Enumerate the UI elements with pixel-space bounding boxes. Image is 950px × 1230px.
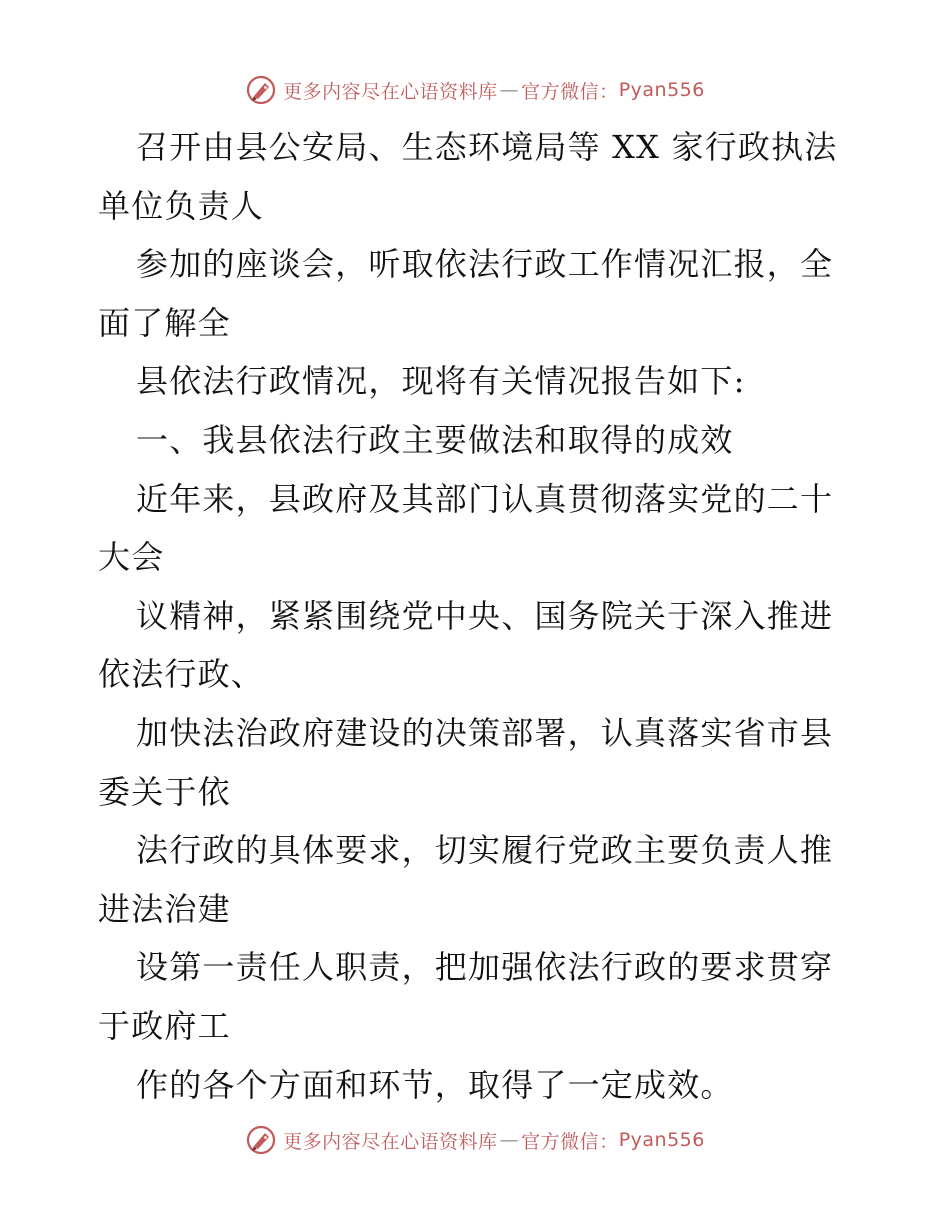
paragraph-line: 法行政的具体要求，切实履行党政主要负责人推 bbox=[136, 831, 834, 870]
banner-main-text: 更多内容尽在心语资料库 bbox=[283, 1130, 498, 1153]
paragraph-line: 于政府工 bbox=[98, 1006, 231, 1045]
pen-nib-icon bbox=[245, 1124, 277, 1156]
banner-wechat-label: 官方微信： bbox=[521, 1130, 619, 1153]
paragraph-line: 加快法治政府建设的决策部署，认真落实省市县 bbox=[136, 713, 834, 752]
paragraph-line: 议精神，紧紧围绕党中央、国务院关于深入推进 bbox=[136, 596, 834, 635]
banner-wechat-id: Pyan556 bbox=[618, 1129, 705, 1151]
paragraph-line: 作的各个方面和环节，取得了一定成效。 bbox=[136, 1065, 734, 1104]
banner-dash: — bbox=[499, 1129, 520, 1151]
header-watermark-banner bbox=[0, 72, 950, 108]
paragraph-line: 参加的座谈会，听取依法行政工作情况汇报，全 bbox=[136, 245, 834, 284]
banner-dash: — bbox=[499, 79, 520, 101]
pen-nib-icon bbox=[245, 74, 277, 106]
document-body bbox=[98, 118, 858, 1114]
paragraph-line: 设第一责任人职责，把加强依法行政的要求贯穿 bbox=[136, 948, 834, 987]
paragraph-line: 依法行政、 bbox=[98, 655, 265, 694]
banner-wechat-id: Pyan556 bbox=[618, 79, 705, 101]
paragraph-line: 面了解全 bbox=[98, 303, 231, 342]
section-heading: 一、我县依法行政主要做法和取得的成效 bbox=[136, 420, 734, 459]
paragraph-line: 召开由县公安局、生态环境局等 XX 家行政执法 bbox=[136, 128, 838, 166]
paragraph-line: 县依法行政情况，现将有关情况报告如下: bbox=[136, 362, 746, 401]
paragraph-line: 委关于依 bbox=[98, 772, 231, 811]
banner-main-text: 更多内容尽在心语资料库 bbox=[283, 80, 498, 103]
footer-watermark-banner bbox=[0, 1122, 950, 1158]
paragraph-line: 大会 bbox=[98, 538, 165, 577]
paragraph-line: 近年来，县政府及其部门认真贯彻落实党的二十 bbox=[136, 479, 834, 518]
banner-wechat-label: 官方微信： bbox=[521, 80, 619, 103]
paragraph-line: 单位负责人 bbox=[98, 186, 265, 225]
paragraph-line: 进法治建 bbox=[98, 889, 231, 928]
